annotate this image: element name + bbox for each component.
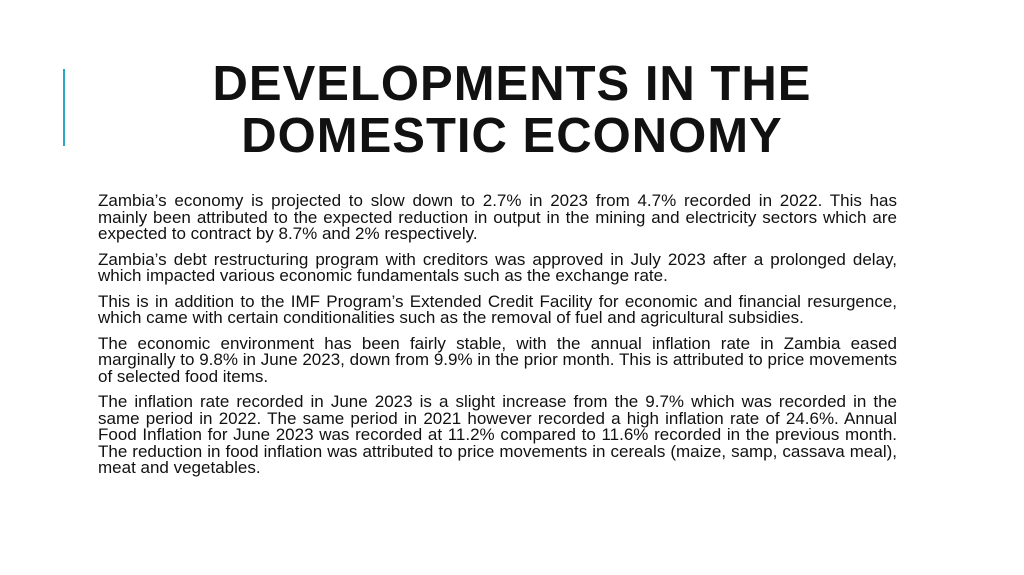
slide-title-line-2: DOMESTIC ECONOMY — [241, 109, 783, 163]
slide-title-line-1: DEVELOPMENTS IN THE — [212, 57, 812, 111]
slide-body — [98, 193, 897, 486]
paragraph-inflation-comparison: The inflation rate recorded in June 2023 is a slight increase from the 9.7% which was recorded in the same period in 2022. The same period in 2021 however recorded a high inflation rate of 24.6%. Annual Food Inflation for June 2023 was recorded at 11.2% compared to 11.6% recorded in the previous month. The reduction in food inflation was attributed to price movements in cereals (maize, samp, cassava meal), meat and vegetables. — [98, 392, 897, 477]
paragraph-inflation-environment: The economic environment has been fairly stable, with the annual inflation rate in Zambia eased marginally to 9.8% in June 2023, down from 9.9% in the prior month. This is attributed to price movements of selected food items. — [98, 333, 897, 386]
paragraph-debt-restructuring: Zambia’s debt restructuring program with creditors was approved in July 2023 after a prolonged delay, which impacted various economic fundamentals such as the exchange rate. — [98, 249, 897, 285]
paragraph-growth-outlook: Zambia’s economy is projected to slow down to 2.7% in 2023 from 4.7% recorded in 2022. This has mainly been attributed to the expected reduction in output in the mining and electricity sectors which are expected to contract by 8.7% and 2% respectively. — [98, 191, 897, 243]
paragraph-imf-program: This is in addition to the IMF Program’s Extended Credit Facility for economic and financial resurgence, which came with certain conditionalities such as the removal of fuel and agricultural subsidies. — [98, 291, 897, 327]
slide-title — [120, 58, 904, 162]
title-accent-bar — [63, 69, 65, 146]
